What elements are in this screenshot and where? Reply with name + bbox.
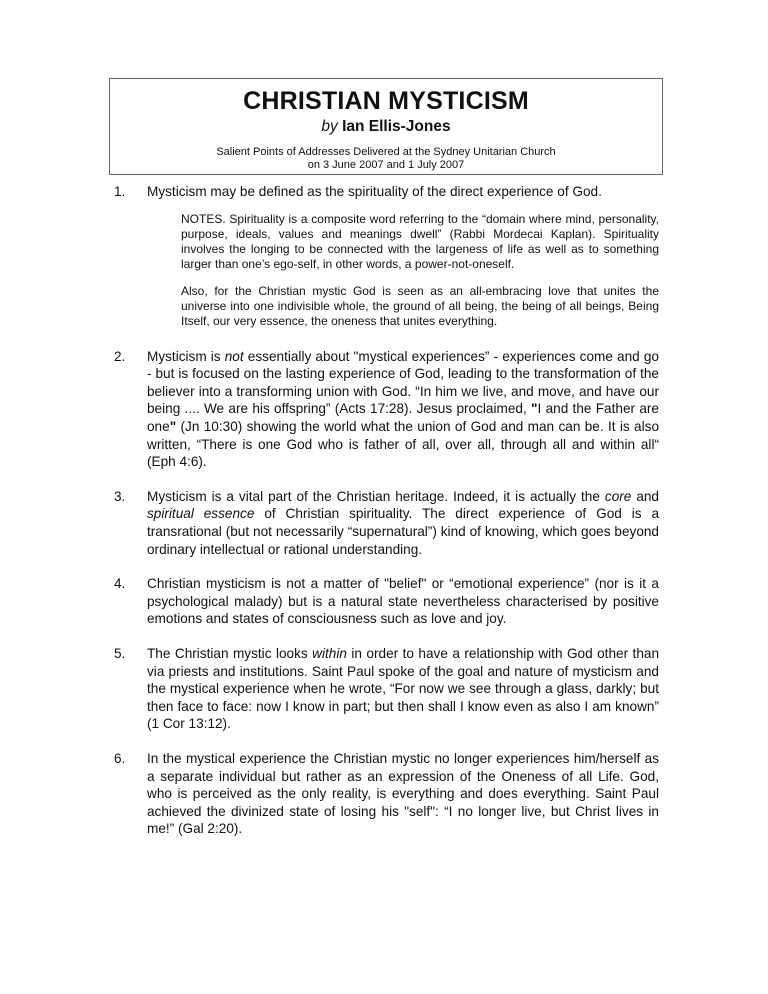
note-paragraph: NOTES. Spirituality is a composite word referring to the “domain where mind, personality, purpose, ideals, values and meanings dwell” (Rabbi Mordecai Kaplan). Spirituality involves the longing to be connected with the largeness of life as well as to something larger than one’s ego-self, in other words, a power-not-oneself. xyxy=(181,211,659,272)
document-body xyxy=(114,183,660,838)
document-title: CHRISTIAN MYSTICISM xyxy=(243,87,529,115)
point-number: 2. xyxy=(114,348,126,364)
emphasis: core xyxy=(604,488,632,504)
point-text xyxy=(147,645,659,733)
text-run: (Jn 10:30) showing the world what the union of God and man can be. It is also written, “There is one God who is father of all, over all, through all and within all“ (Eph 4:6). xyxy=(147,419,659,470)
emphasis: spiritual essence xyxy=(147,506,255,522)
bold-quote: " xyxy=(531,401,538,417)
point-number: 4. xyxy=(114,576,126,592)
point-text: In the mystical experience the Christian mystic no longer experiences him/herself as a separate individual but rather as an expression of the Oneness of all Life. God, who is perceived as the only reality, is everything and does everything. Saint Paul achieved the divinized state of losing his "self": “I no longer live, but Christ lives in me!” (Gal 2:20). xyxy=(147,750,659,837)
point-1 xyxy=(114,183,659,330)
emphasis: within xyxy=(312,645,347,661)
point-number: 6. xyxy=(114,750,126,766)
point-number: 1. xyxy=(114,184,126,199)
byline xyxy=(110,117,662,137)
point-2 xyxy=(114,348,659,471)
text-run: in order to have a relationship with God other than via priests and institutions. Saint Paul spoke of the goal and nature of mysticism and the mystical experience when he wrote, “For now we see through a glass, darkly; but then face to face: now I know in part; but then shall I know even as also I am known” (1 Cor 13:12). xyxy=(147,645,660,732)
point-number: 3. xyxy=(114,488,126,504)
subtitle-line-1: Salient Points of Addresses Delivered at the Sydney Unitarian Church xyxy=(216,146,556,158)
text-run: The Christian mystic looks xyxy=(147,645,308,661)
bold-quote: " xyxy=(169,419,177,435)
text-run: of Christian spirituality. The direct experience of God is a transrational (but not necessarily “supernatural”) kind of knowing, which goes beyond ordinary intellectual or rational understanding. xyxy=(147,506,660,557)
note-paragraph: Also, for the Christian mystic God is seen as an all-embracing love that unites the universe into one indivisible whole, the ground of all being, the being of all beings, Being Itself, our very essence, the oneness that unites everything. xyxy=(181,283,659,329)
point-text xyxy=(147,488,659,558)
point-4 xyxy=(114,575,659,628)
point-text: Mysticism may be defined as the spirituality of the direct experience of God. xyxy=(147,184,602,199)
point-text xyxy=(147,348,659,471)
byline-by: by xyxy=(321,118,338,135)
point-5 xyxy=(114,645,660,733)
quote-text: I and the Father are one xyxy=(147,401,659,435)
text-run: Mysticism is a vital part of the Christian heritage. Indeed, it is actually the xyxy=(147,488,600,504)
header-box xyxy=(109,78,663,175)
point-number: 5. xyxy=(114,645,126,661)
text-run: and xyxy=(636,488,659,504)
text-run: essentially about "mystical experiences” - experiences come and go - but is focused on the lasting experience of God, leading to the transformation of the believer into a transforming union with God. “In him we live, and move, and have our being .... We are his offspring” (Acts 17:28). Jesus proclaimed, xyxy=(147,348,659,417)
author-name: Ian Ellis-Jones xyxy=(342,118,451,135)
point-text: Christian mysticism is not a matter of "belief" or “emotional experience” (nor is it a psychological malady) but is a natural state nevertheless characterised by positive emotions and states of consciousness such as love and joy. xyxy=(147,576,659,627)
text-run: Mysticism is xyxy=(147,348,221,364)
subtitle-line-2: on 3 June 2007 and 1 July 2007 xyxy=(307,159,465,171)
subtitle xyxy=(110,146,662,172)
point-6 xyxy=(114,750,659,838)
point-3 xyxy=(114,488,660,558)
emphasis: not xyxy=(224,348,244,364)
